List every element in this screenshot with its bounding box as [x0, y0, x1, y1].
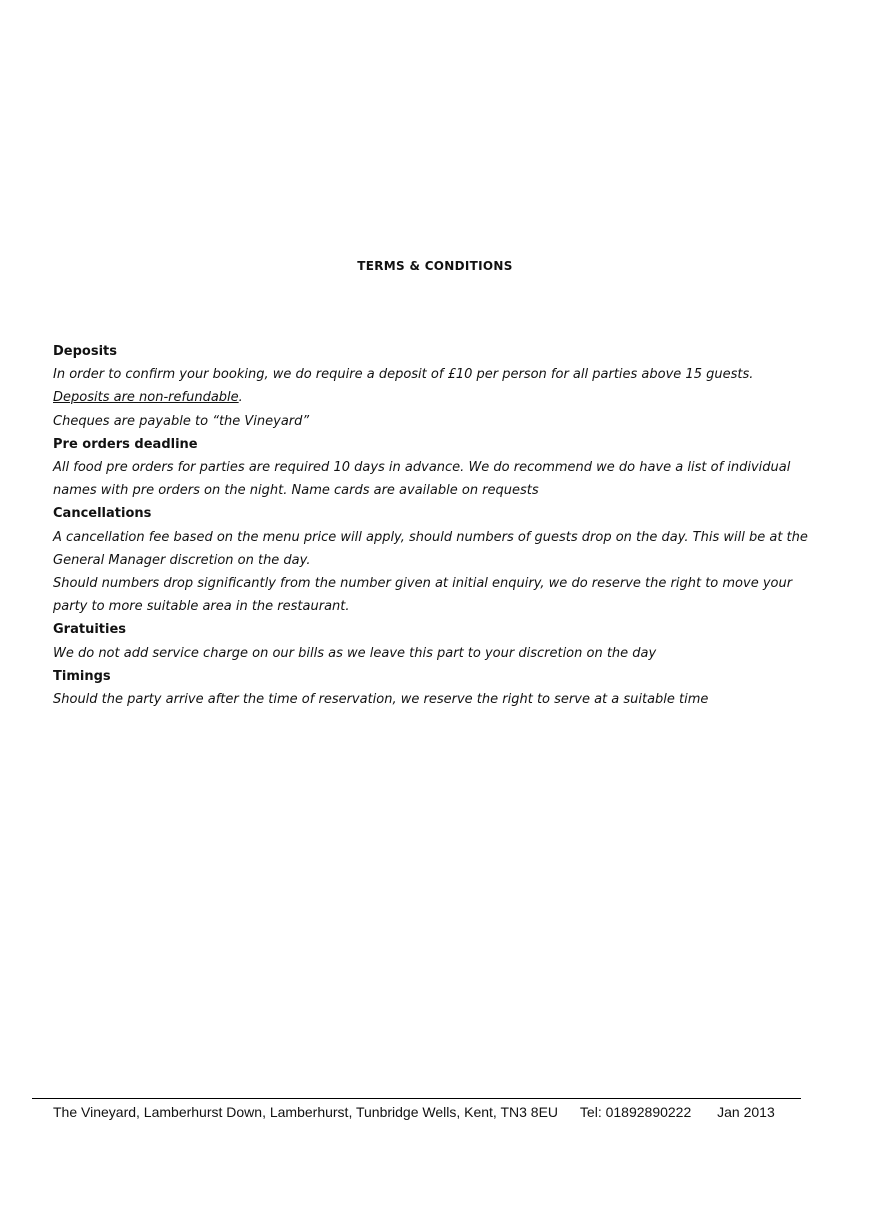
deposits-paragraph-3: Cheques are payable to “the Vineyard” — [53, 413, 310, 429]
timings-paragraph-1: Should the party arrive after the time of reservation, we reserve the right to serve at a suitable time — [53, 692, 709, 708]
gratuities-paragraph-1: We do not add service charge on our bills as we leave this part to your discretion on the day — [53, 645, 657, 661]
deposits-paragraph-2 — [53, 386, 828, 409]
section-heading-timings: Timings — [53, 668, 111, 684]
footer-divider — [32, 1098, 801, 1099]
footer-address: The Vineyard, Lamberhurst Down, Lamberhurst, Tunbridge Wells, Kent, TN3 8EU — [53, 1104, 559, 1120]
section-heading-gratuities: Gratuities — [53, 622, 127, 638]
pre-orders-paragraph-1: All food pre orders for parties are required 10 days in advance. We do recommend we do have a list of individual names with pre orders on the night. Name cards are available on requests — [53, 460, 791, 499]
cancellations-paragraph-1: A cancellation fee based on the menu price will apply, should numbers of guests drop on the day. This will be at the General Manager discretion on the day. — [53, 529, 808, 568]
footer-date: Jan 2013 — [717, 1104, 775, 1120]
cancellations-paragraph-2: Should numbers drop significantly from the number given at initial enquiry, we do reserve the right to move your party to more suitable area in the restaurant. — [53, 576, 793, 615]
section-heading-deposits: Deposits — [53, 344, 117, 359]
non-refundable-period: . — [238, 390, 243, 406]
section-heading-cancellations: Cancellations — [53, 506, 152, 522]
non-refundable-notice: Deposits are non-refundable — [53, 390, 239, 406]
terms-body — [53, 340, 828, 711]
footer-phone: Tel: 01892890222 — [579, 1104, 692, 1120]
page-title: TERMS & CONDITIONS — [357, 259, 513, 273]
section-heading-pre-orders: Pre orders deadline — [53, 436, 198, 452]
deposits-paragraph-1: In order to confirm your booking, we do require a deposit of £10 per person for all parties above 15 guests. — [53, 367, 754, 383]
footer — [53, 1104, 843, 1120]
